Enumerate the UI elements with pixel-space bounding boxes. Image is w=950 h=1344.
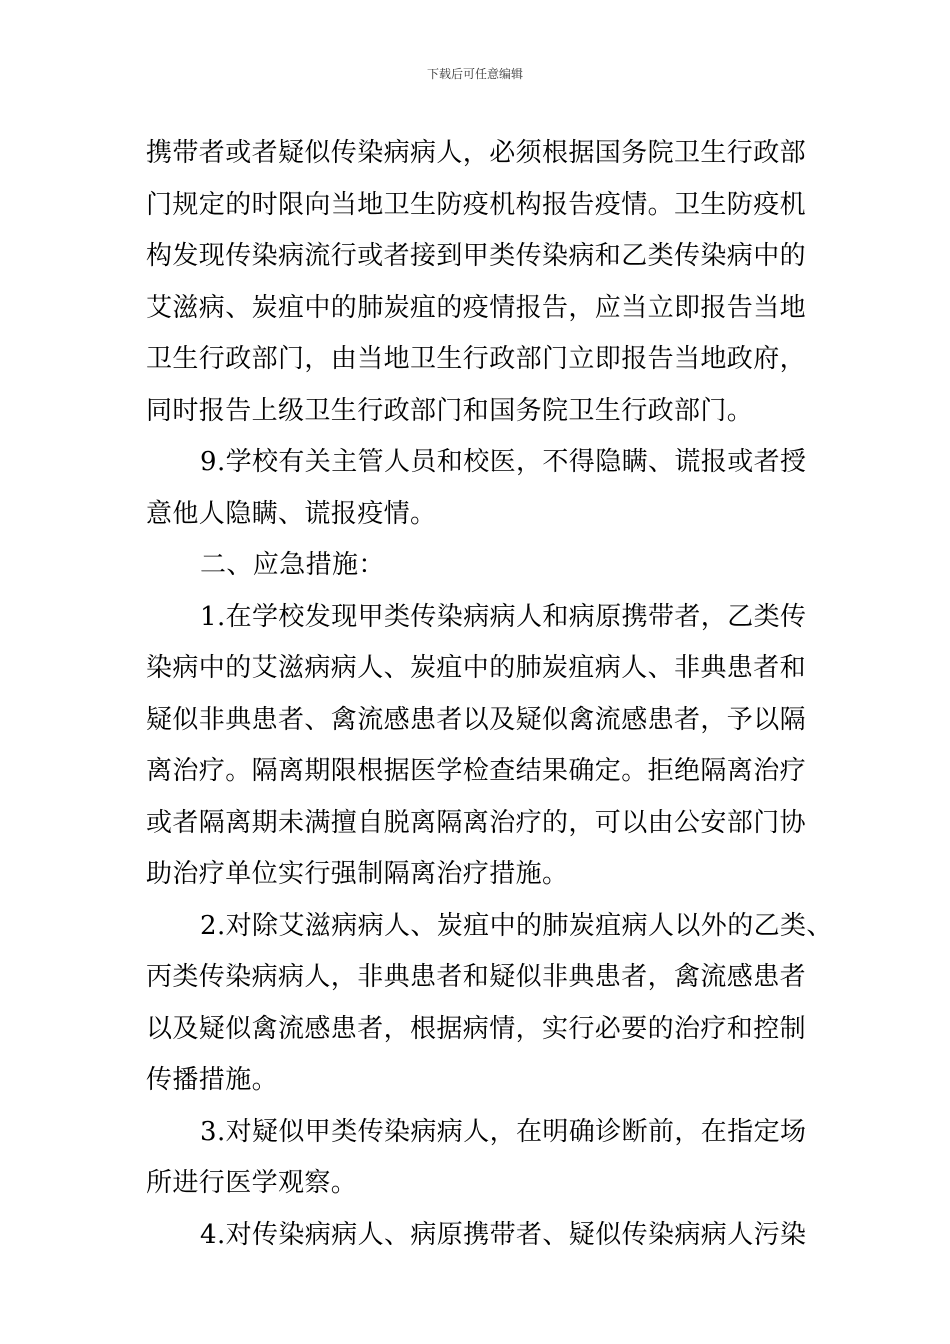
paragraph — [146, 1107, 810, 1210]
text-line: 或者隔离期未满擅自脱离隔离治疗的，可以由公安部门协 — [146, 807, 807, 838]
text-line: 2.对除艾滋病病人、炭疽中的肺炭疽病人以外的乙类、 — [200, 910, 833, 941]
text-line: 以及疑似禽流感患者，根据病情，实行必要的治疗和控制 — [146, 1013, 807, 1044]
text-line: 卫生行政部门，由当地卫生行政部门立即报告当地政府， — [146, 344, 807, 374]
paragraph — [146, 592, 810, 901]
page-header: 下载后可任意编辑 — [426, 67, 523, 81]
paragraph — [146, 128, 810, 437]
text-line: 离治疗。隔离期限根据医学检查结果确定。拒绝隔离治疗 — [146, 756, 807, 786]
text-line: 同时报告上级卫生行政部门和国务院卫生行政部门。 — [146, 395, 754, 426]
text-line: 携带者或者疑似传染病病人，必须根据国务院卫生行政部 — [146, 138, 807, 168]
text-line: 所进行医学观察。 — [146, 1168, 358, 1198]
text-line: 染病中的艾滋病病人、炭疽中的肺炭疽病人、非典患者和 — [146, 653, 807, 683]
text-line: 意他人隐瞒、谎报疫情。 — [146, 498, 437, 529]
paragraph — [146, 540, 810, 592]
text-line: 构发现传染病流行或者接到甲类传染病和乙类传染病中的 — [146, 241, 807, 271]
text-line: 1.在学校发现甲类传染病病人和病原携带者，乙类传 — [200, 601, 807, 632]
text-line: 传播措施。 — [146, 1065, 279, 1095]
text-line: 助治疗单位实行强制隔离治疗措施。 — [146, 859, 569, 889]
text-line: 疑似非典患者、禽流感患者以及疑似禽流感患者，予以隔 — [146, 704, 807, 735]
text-line: 二、应急措施： — [200, 550, 385, 580]
paragraph — [146, 437, 810, 540]
text-line: 门规定的时限向当地卫生防疫机构报告疫情。卫生防疫机 — [146, 189, 807, 220]
text-line: 9.学校有关主管人员和校医，不得隐瞒、谎报或者授 — [200, 447, 807, 477]
text-line: 3.对疑似甲类传染病病人，在明确诊断前，在指定场 — [200, 1116, 807, 1147]
paragraph — [146, 1210, 810, 1262]
text-line: 4.对传染病病人、病原携带者、疑似传染病病人污染 — [200, 1219, 807, 1250]
text-line: 艾滋病、炭疽中的肺炭疽的疫情报告，应当立即报告当地 — [146, 292, 807, 323]
text-line: 丙类传染病病人，非典患者和疑似非典患者，禽流感患者 — [146, 962, 807, 992]
paragraph — [146, 901, 833, 1107]
document-body — [146, 128, 833, 1261]
